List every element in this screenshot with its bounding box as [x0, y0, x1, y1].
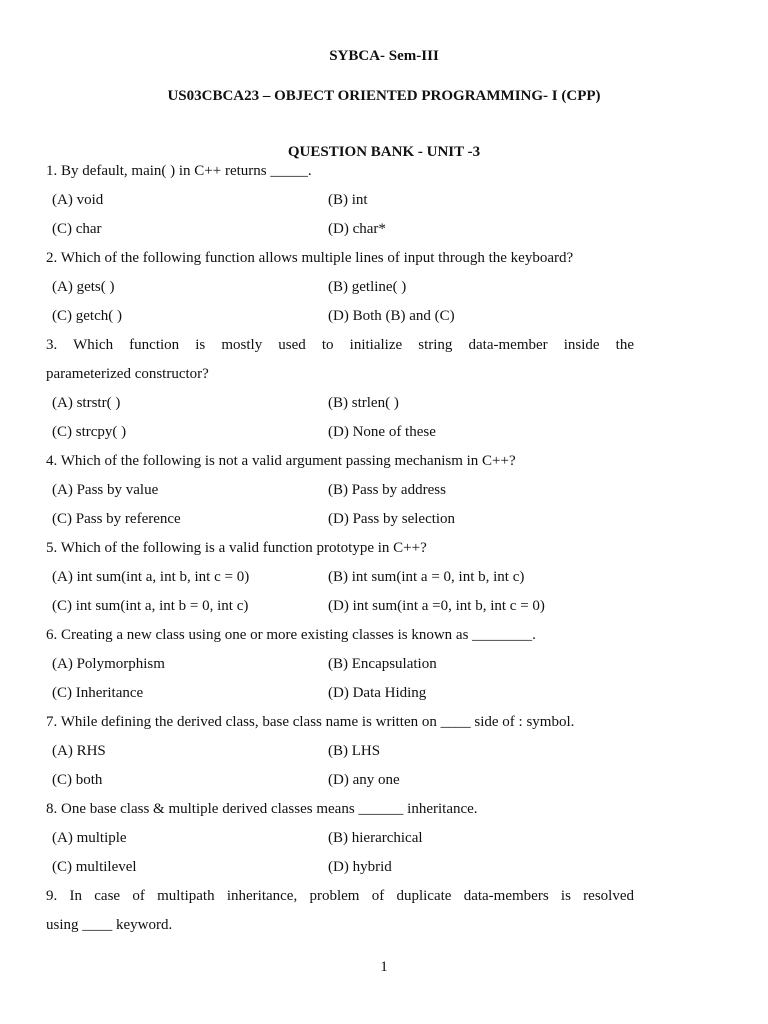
question-1 — [46, 157, 634, 244]
question-4 — [46, 447, 634, 534]
option: (B) Encapsulation — [328, 656, 437, 672]
options-row — [46, 273, 634, 302]
subject-title: US03CBCA23 – OBJECT ORIENTED PROGRAMMING- I (CPP) — [167, 88, 601, 104]
options-row — [46, 563, 634, 592]
option: (D) Data Hiding — [328, 685, 427, 701]
option: (C) multilevel — [52, 859, 137, 875]
options-row — [46, 650, 634, 679]
question-text: 2. Which of the following function allows multiple lines of input through the keyboard? — [46, 250, 574, 266]
option: (C) strcpy( ) — [52, 424, 127, 440]
option: (B) Pass by address — [328, 482, 446, 498]
question-text: 8. One base class & multiple derived classes means ______ inheritance. — [46, 801, 478, 817]
option: (A) multiple — [52, 830, 127, 846]
options-row — [46, 505, 634, 534]
option: (B) LHS — [328, 743, 381, 759]
question-6 — [46, 621, 634, 708]
options-row — [46, 592, 634, 621]
options-row — [46, 679, 634, 708]
option: (B) int — [328, 192, 368, 208]
option: (C) int sum(int a, int b = 0, int c) — [52, 598, 249, 614]
option: (D) Pass by selection — [328, 511, 456, 527]
option: (D) Both (B) and (C) — [328, 308, 455, 324]
question-9 — [46, 882, 634, 940]
options-row — [46, 186, 634, 215]
page-number: 1 — [380, 959, 388, 975]
option: (A) Pass by value — [52, 482, 159, 498]
question-3 — [46, 331, 634, 447]
option: (D) int sum(int a =0, int b, int c = 0) — [328, 598, 545, 614]
option: (C) char — [52, 221, 102, 237]
option: (B) hierarchical — [328, 830, 423, 846]
options-row — [46, 766, 634, 795]
option: (A) gets( ) — [52, 279, 115, 295]
option: (A) RHS — [52, 743, 106, 759]
option: (D) any one — [328, 772, 400, 788]
question-text: 6. Creating a new class using one or more existing classes is known as ________. — [46, 627, 536, 643]
options-row — [46, 476, 634, 505]
question-text: 1. By default, main( ) in C++ returns _____. — [46, 163, 312, 179]
option: (C) getch( ) — [52, 308, 122, 324]
option: (D) hybrid — [328, 859, 392, 875]
options-row — [46, 418, 634, 447]
options-row — [46, 853, 634, 882]
option: (D) None of these — [328, 424, 436, 440]
question-text: 5. Which of the following is a valid function prototype in C++? — [46, 540, 427, 556]
question-bank-title: QUESTION BANK - UNIT -3 — [287, 144, 481, 160]
question-2 — [46, 244, 634, 331]
option: (D) char* — [328, 221, 386, 237]
question-text: using ____ keyword. — [46, 917, 173, 933]
options-row — [46, 302, 634, 331]
course-header: SYBCA- Sem-III — [329, 48, 439, 64]
question-5 — [46, 534, 634, 621]
question-text: 4. Which of the following is not a valid argument passing mechanism in C++? — [46, 453, 516, 469]
options-row — [46, 389, 634, 418]
question-text: 9. In case of multipath inheritance, problem of duplicate data-members is resolved — [46, 888, 634, 904]
option: (A) void — [52, 192, 104, 208]
option: (A) Polymorphism — [52, 656, 165, 672]
question-7 — [46, 708, 634, 795]
question-8 — [46, 795, 634, 882]
options-row — [46, 824, 634, 853]
option: (C) Pass by reference — [52, 511, 181, 527]
option: (C) Inheritance — [52, 685, 144, 701]
options-row — [46, 737, 634, 766]
option: (C) both — [52, 772, 103, 788]
option: (B) strlen( ) — [328, 395, 399, 411]
question-text: parameterized constructor? — [46, 366, 209, 382]
option: (A) strstr( ) — [52, 395, 121, 411]
option: (B) int sum(int a = 0, int b, int c) — [328, 569, 525, 585]
option: (A) int sum(int a, int b, int c = 0) — [52, 569, 250, 585]
question-text: 7. While defining the derived class, base class name is written on ____ side of : symbol. — [46, 714, 575, 730]
option: (B) getline( ) — [328, 279, 407, 295]
question-text: 3. Which function is mostly used to initialize string data-member inside the — [46, 337, 634, 353]
options-row — [46, 215, 634, 244]
